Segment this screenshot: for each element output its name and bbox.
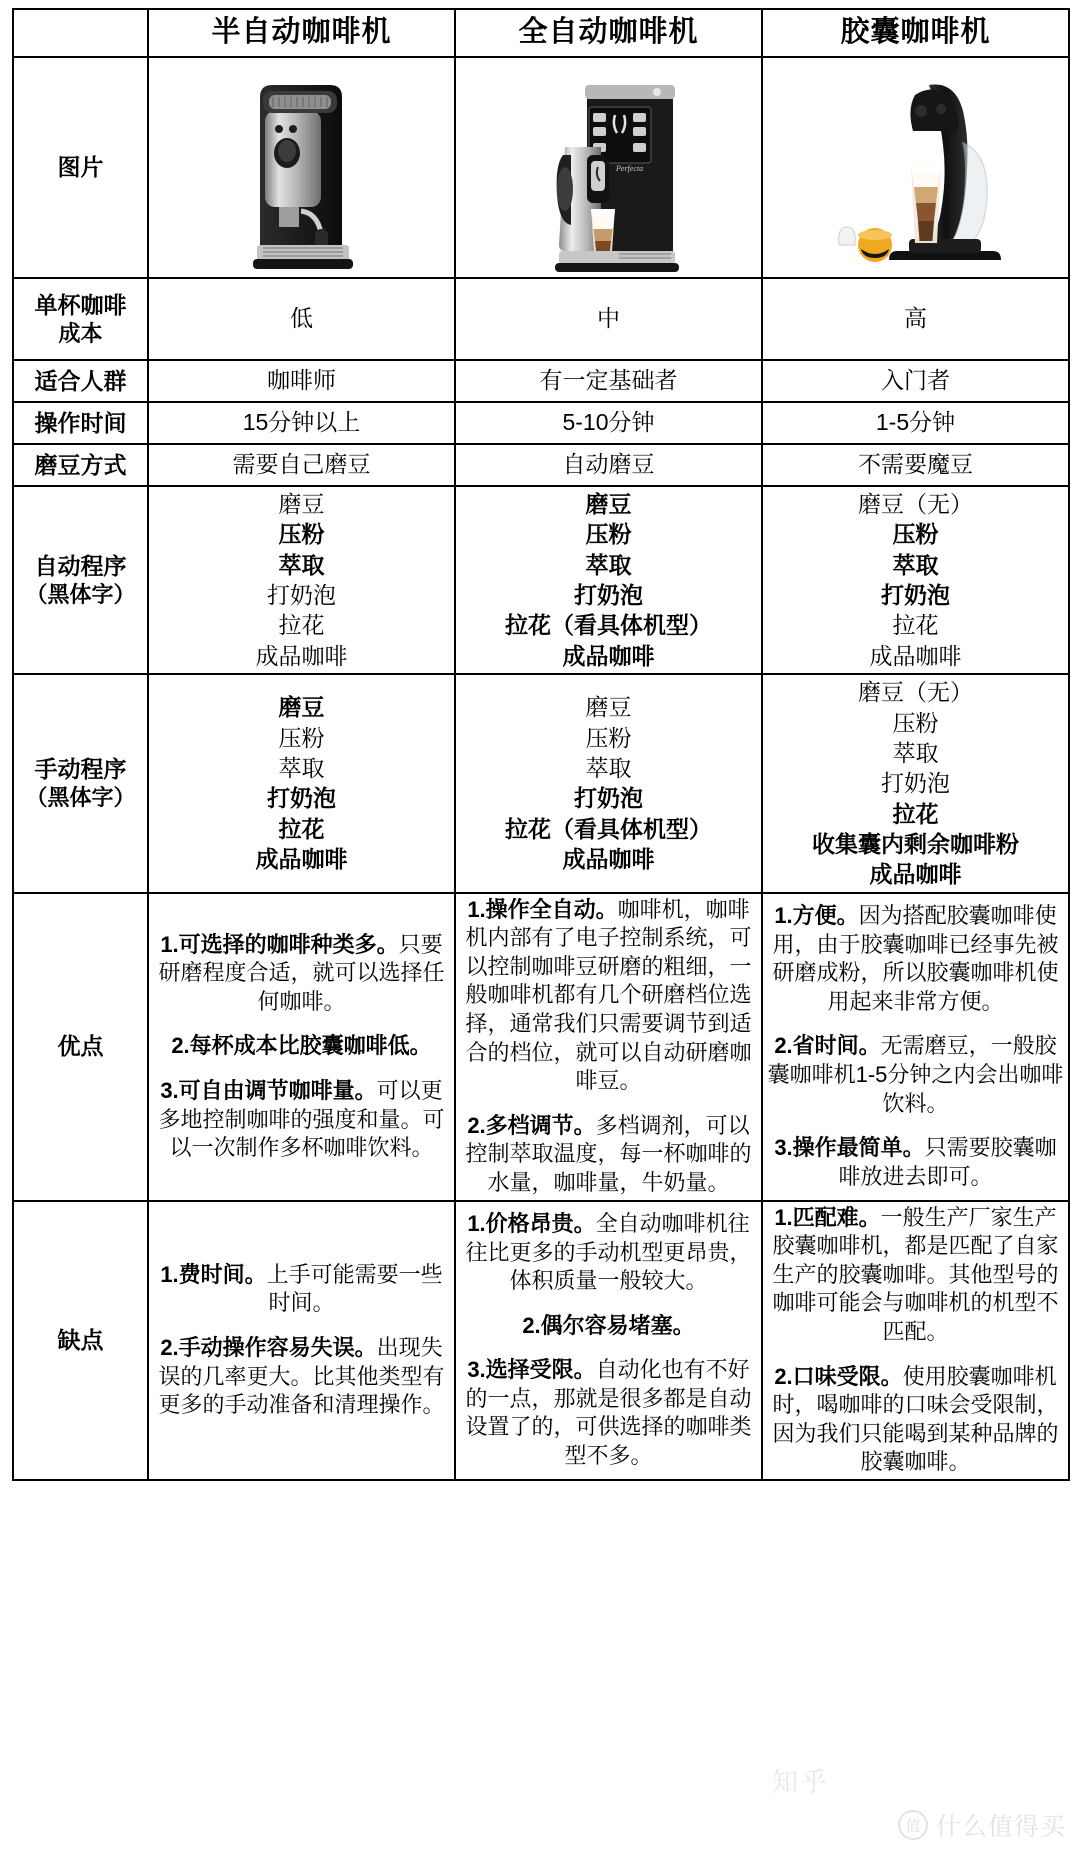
program-step: 压粉 — [585, 724, 632, 751]
program-step: 成品咖啡 — [869, 861, 962, 888]
pro-con-body: 可以更多地控制咖啡的强度和量。可以一次制作多杯咖啡饮料。 — [158, 1077, 445, 1161]
pro-con-item — [767, 902, 1064, 1016]
cell-cons-capsule — [762, 1201, 1069, 1480]
semi-automatic-espresso-machine-icon — [153, 62, 450, 274]
cell-audience-semi: 咖啡师 — [148, 360, 455, 402]
pro-con-item — [767, 1032, 1064, 1118]
cell-image-capsule — [762, 57, 1069, 278]
row-label-auto-program-line2: （黑体字） — [25, 581, 136, 607]
program-step: 打奶泡 — [267, 582, 336, 609]
cell-pros-capsule — [762, 893, 1069, 1201]
pro-con-item — [460, 1356, 757, 1470]
cell-image-semi-automatic — [148, 57, 455, 278]
pro-con-lead: 1.方便。 — [774, 902, 859, 928]
cell-time-full: 5-10分钟 — [455, 402, 762, 444]
row-label-manual-program-line2: （黑体字） — [25, 785, 136, 811]
program-step: 压粉 — [585, 521, 632, 548]
row-label-image: 图片 — [13, 57, 148, 278]
pro-con-body: 一般生产厂家生产胶囊咖啡机，都是匹配了自家生产的胶囊咖啡。其他型号的咖啡可能会与咖啡机的机型不匹配。 — [772, 1204, 1059, 1344]
pro-con-item — [153, 1334, 450, 1420]
watermark-site-name: 什么值得买 — [935, 1813, 1066, 1841]
program-step: 磨豆 — [585, 491, 632, 517]
cell-pros-full — [455, 893, 762, 1201]
pro-con-lead: 1.操作全自动。 — [467, 896, 618, 922]
cell-audience-full: 有一定基础者 — [455, 360, 762, 402]
program-step: 萃取 — [892, 551, 939, 578]
pro-con-lead: 2.手动操作容易失误。 — [160, 1334, 377, 1360]
row-label-pros: 优点 — [13, 893, 148, 1201]
row-label-manual-program — [13, 674, 148, 893]
program-step: 磨豆（无） — [858, 679, 973, 706]
program-step: 打奶泡 — [574, 785, 643, 812]
row-cons — [13, 1201, 1069, 1480]
program-step: 拉花 — [278, 815, 325, 842]
row-label-grind: 磨豆方式 — [13, 444, 148, 486]
cell-cost-semi: 低 — [148, 278, 455, 360]
program-step: 萃取 — [585, 755, 632, 782]
row-suitable-audience — [13, 360, 1069, 402]
pro-con-lead: 1.费时间。 — [160, 1261, 267, 1287]
pro-con-body: 只要研磨程度合适，就可以选择任何咖啡。 — [158, 931, 445, 1014]
pro-con-body: 因为搭配胶囊咖啡使用，由于胶囊咖啡已经事先被研磨成粉，所以胶囊咖啡机使用起来非常方便。 — [772, 902, 1059, 1014]
cell-grind-capsule: 不需要魔豆 — [762, 444, 1069, 486]
pro-con-lead: 2.多档调节。 — [467, 1112, 596, 1138]
row-manual-program — [13, 674, 1069, 893]
program-step: 拉花（看具体机型） — [505, 815, 712, 842]
cell-auto-program-semi — [148, 486, 455, 674]
pro-con-lead: 1.价格昂贵。 — [467, 1210, 596, 1236]
pro-con-body: 咖啡机，咖啡机内部有了电子控制系统，可以控制咖啡豆研磨的粗细，一般咖啡机都有几个研磨档位选择，通常我们只需要调节到适合的档位，就可以自动研磨咖啡豆。 — [465, 896, 752, 1094]
row-label-cost — [13, 278, 148, 360]
capsule-coffee-machine-icon — [767, 62, 1064, 274]
pro-con-item — [460, 1112, 757, 1198]
program-step: 磨豆 — [278, 694, 325, 721]
coffee-machine-comparison-table — [12, 8, 1070, 1481]
program-step: 磨豆（无） — [858, 491, 973, 517]
cell-grind-full: 自动磨豆 — [455, 444, 762, 486]
pro-con-item — [460, 896, 757, 1096]
pro-con-item — [153, 931, 450, 1017]
program-step: 压粉 — [278, 521, 325, 548]
program-step: 成品咖啡 — [869, 642, 962, 669]
program-step: 收集囊内剩余咖啡粉 — [812, 830, 1019, 857]
program-step: 打奶泡 — [881, 770, 950, 797]
pro-con-lead: 1.可选择的咖啡种类多。 — [160, 931, 399, 957]
row-auto-program — [13, 486, 1069, 674]
pro-con-body: 只需要胶囊咖啡放进去即可。 — [838, 1135, 1057, 1189]
row-label-auto-program — [13, 486, 148, 674]
pro-con-item — [767, 1204, 1064, 1347]
pro-con-lead: 3.操作最简单。 — [774, 1135, 925, 1161]
pro-con-item — [767, 1134, 1064, 1191]
cell-cost-capsule: 高 — [762, 278, 1069, 360]
pro-con-item — [153, 1032, 450, 1061]
row-label-cost-line1: 单杯咖啡 — [34, 291, 127, 318]
row-label-cost-line2: 成本 — [58, 320, 103, 346]
pro-con-lead: 2.每杯成本比胶囊咖啡低。 — [171, 1033, 432, 1059]
program-step: 拉花 — [892, 800, 939, 827]
program-step: 成品咖啡 — [562, 642, 655, 669]
cell-manual-program-capsule — [762, 674, 1069, 893]
program-step: 压粉 — [892, 709, 939, 736]
cell-grind-semi: 需要自己磨豆 — [148, 444, 455, 486]
pro-con-item — [767, 1363, 1064, 1477]
program-step: 萃取 — [892, 739, 939, 766]
watermark-badge-icon: 值 — [898, 1810, 928, 1840]
program-step: 打奶泡 — [267, 785, 336, 812]
pro-con-lead: 2.偶尔容易堵塞。 — [522, 1312, 695, 1338]
cell-time-semi: 15分钟以上 — [148, 402, 455, 444]
cell-image-fully-automatic — [455, 57, 762, 278]
pro-con-body: 无需磨豆，一般胶囊咖啡机1-5分钟之内会出咖啡饮料。 — [767, 1033, 1064, 1116]
row-pros — [13, 893, 1069, 1201]
program-step: 拉花（看具体机型） — [505, 612, 712, 639]
program-step: 成品咖啡 — [255, 846, 348, 873]
row-single-cup-cost — [13, 278, 1069, 360]
program-step: 压粉 — [278, 724, 325, 751]
cell-auto-program-capsule — [762, 486, 1069, 674]
program-step: 萃取 — [585, 551, 632, 578]
pro-con-lead: 3.可自由调节咖啡量。 — [160, 1077, 377, 1103]
watermark-zhihu: 知乎 — [771, 1767, 830, 1797]
cell-cons-full — [455, 1201, 762, 1480]
pro-con-lead: 3.选择受限。 — [467, 1357, 596, 1383]
pro-con-body: 全自动咖啡机往往比更多的手动机型更昂贵，体积质量一般较大。 — [465, 1210, 752, 1294]
row-label-manual-program-line1: 手动程序 — [34, 756, 127, 783]
header-fully-automatic: 全自动咖啡机 — [455, 9, 762, 57]
pro-con-lead: 2.口味受限。 — [774, 1363, 903, 1389]
program-step: 萃取 — [278, 755, 325, 782]
cell-time-capsule: 1-5分钟 — [762, 402, 1069, 444]
svg-text:Perfecta: Perfecta — [615, 163, 643, 173]
program-step: 萃取 — [278, 551, 325, 578]
cell-cons-semi — [148, 1201, 455, 1480]
cell-cost-full: 中 — [455, 278, 762, 360]
pro-con-item — [153, 1077, 450, 1163]
row-label-audience: 适合人群 — [13, 360, 148, 402]
row-label-time: 操作时间 — [13, 402, 148, 444]
program-step: 成品咖啡 — [562, 846, 655, 873]
program-step: 压粉 — [892, 521, 939, 548]
cell-audience-capsule: 入门者 — [762, 360, 1069, 402]
fully-automatic-coffee-machine-icon — [460, 62, 757, 274]
pro-con-item — [153, 1261, 450, 1318]
header-corner-blank — [13, 9, 148, 57]
pro-con-lead: 2.省时间。 — [774, 1033, 881, 1059]
program-step: 成品咖啡 — [255, 642, 348, 669]
watermark-smzdm — [898, 1807, 1066, 1843]
pro-con-body: 自动化也有不好的一点，那就是很多都是自动设置了的，可供选择的咖啡类型不多。 — [465, 1357, 752, 1469]
program-step: 打奶泡 — [881, 582, 950, 609]
program-step: 磨豆 — [585, 694, 632, 721]
cell-manual-program-full — [455, 674, 762, 893]
cell-auto-program-full — [455, 486, 762, 674]
header-capsule: 胶囊咖啡机 — [762, 9, 1069, 57]
table-header-row — [13, 9, 1069, 57]
pro-con-item — [460, 1312, 757, 1341]
row-label-auto-program-line1: 自动程序 — [34, 552, 127, 579]
program-step: 打奶泡 — [574, 582, 643, 609]
pro-con-body: 多档调剂，可以控制萃取温度，每一杯咖啡的水量，咖啡量，牛奶量。 — [465, 1112, 752, 1196]
program-step: 拉花 — [278, 612, 325, 639]
pro-con-body: 出现失误的几率更大。比其他类型有更多的手动准备和清理操作。 — [158, 1334, 445, 1418]
header-semi-automatic: 半自动咖啡机 — [148, 9, 455, 57]
row-image — [13, 57, 1069, 278]
cell-pros-semi — [148, 893, 455, 1201]
program-step: 拉花 — [892, 612, 939, 639]
row-grinding-method — [13, 444, 1069, 486]
pro-con-item — [460, 1210, 757, 1296]
pro-con-lead: 1.匹配难。 — [774, 1204, 881, 1230]
program-step: 磨豆 — [278, 491, 325, 517]
pro-con-body: 使用胶囊咖啡机时，喝咖啡的口味会受限制，因为我们只能喝到某种品牌的胶囊咖啡。 — [772, 1363, 1059, 1475]
row-label-cons: 缺点 — [13, 1201, 148, 1480]
cell-manual-program-semi — [148, 674, 455, 893]
row-operation-time — [13, 402, 1069, 444]
pro-con-body: 上手可能需要一些时间。 — [266, 1261, 443, 1316]
